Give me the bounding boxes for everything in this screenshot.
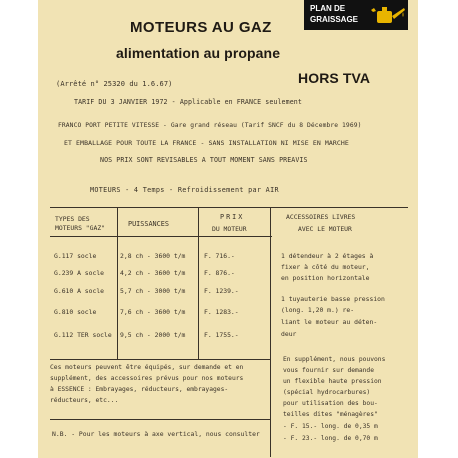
- hors-tva-label: HORS TVA: [298, 70, 371, 86]
- supplement-line: En supplément, nous pouvons: [283, 356, 386, 363]
- column-divider-3: [270, 207, 271, 457]
- table-row-price: F. 876.-: [204, 269, 235, 277]
- header-types-line-1: TYPES DES: [55, 215, 90, 223]
- note-divider-rule: [50, 419, 270, 420]
- header-avec-le-moteur: AVEC LE MOTEUR: [298, 225, 352, 233]
- header-du-moteur: DU MOTEUR: [212, 225, 247, 233]
- title: MOTEURS AU GAZ: [130, 19, 272, 36]
- table-row-type: G.810 socle: [54, 308, 97, 316]
- supplement-line: teilles dites "ménagères": [283, 411, 378, 418]
- arrete-reference: (Arrêté n° 25320 du 1.6.67): [56, 80, 173, 88]
- table-row-price: F. 716.-: [204, 252, 235, 260]
- notice-line-3: ET EMBALLAGE POUR TOUTE LA FRANCE - SANS INSTALLATION NI MISE EN MARCHE: [64, 139, 349, 147]
- column-divider-2: [198, 207, 199, 359]
- accessory-line: fixer à côté du moteur,: [281, 263, 370, 271]
- notice-line-2: FRANCO PORT PETITE VITESSE - Gare grand réseau (Tarif SNCF du 8 Décembre 1969): [58, 122, 362, 129]
- table-row-price: F. 1283.-: [204, 308, 239, 316]
- table-row-price: F. 1239.-: [204, 287, 239, 295]
- header-types-line-2: MOTEURS "GAZ": [55, 224, 106, 232]
- supplement-line: - F. 15.- long. de 0,35 m: [283, 423, 378, 430]
- table-header-rule: [50, 236, 272, 237]
- table-row-power: 5,7 ch - 3000 t/m: [120, 287, 186, 295]
- header-puissances: PUISSANCES: [128, 220, 169, 228]
- table-row-price: F. 1755.-: [204, 331, 239, 339]
- table-top-rule: [50, 207, 408, 208]
- note-line: réducteurs, etc...: [50, 397, 119, 404]
- column-divider-1: [117, 207, 118, 359]
- badge-line-1: PLAN DE: [310, 4, 346, 13]
- notice-line-4: NOS PRIX SONT REVISABLES A TOUT MOMENT SANS PREAVIS: [100, 156, 308, 164]
- accessory-line: en position horizontale: [281, 274, 370, 282]
- supplement-line: vous fournir sur demande: [283, 367, 374, 374]
- header-prix: PRIX: [220, 213, 245, 221]
- motors-line: MOTEURS - 4 Temps - Refroidissement par AIR: [90, 186, 279, 194]
- accessory-line: 1 détendeur à 2 étages à: [281, 252, 374, 260]
- table-row-power: 2,8 ch - 3600 t/m: [120, 252, 186, 260]
- note-line: à ESSENCE : Embrayages, réducteurs, embrayages-: [50, 386, 229, 393]
- notice-line-1: TARIF DU 3 JANVIER 1972 - Applicable en FRANCE seulement: [74, 98, 302, 106]
- oil-can-icon: [370, 3, 406, 27]
- accessory-line: liant le moteur au déten-: [281, 318, 378, 326]
- table-row-type: G.610 A socle: [54, 287, 105, 295]
- table-row-type: G.117 socle: [54, 252, 97, 260]
- note-line: Ces moteurs peuvent être équipés, sur demande et en: [50, 364, 244, 371]
- table-row-power: 4,2 ch - 3600 t/m: [120, 269, 186, 277]
- table-row-type: G.239 A socle: [54, 269, 105, 277]
- supplement-line: un flexible haute pression: [283, 378, 382, 385]
- subtitle: alimentation au propane: [116, 45, 281, 61]
- table-row-power: 9,5 ch - 2000 t/m: [120, 331, 186, 339]
- accessory-line: (long. 1,20 m.) re-: [281, 306, 355, 314]
- plan-de-graissage-badge[interactable]: [304, 0, 408, 30]
- header-accessoires: ACCESSOIRES LIVRES: [286, 213, 356, 221]
- badge-line-2: GRAISSAGE: [310, 15, 359, 24]
- table-row-power: 7,6 ch - 3600 t/m: [120, 308, 186, 316]
- supplement-line: - F. 23.- long. de 0,70 m: [283, 435, 378, 442]
- supplement-line: pour utilisation des bou-: [283, 400, 378, 407]
- nb-note: N.B. - Pour les moteurs à axe vertical, nous consulter: [52, 430, 260, 438]
- table-bottom-rule: [50, 359, 270, 360]
- table-row-type: G.112 TER socle: [54, 331, 112, 339]
- supplement-line: (spécial hydrocarbures): [283, 389, 371, 396]
- accessory-line: deur: [281, 330, 297, 338]
- accessory-line: 1 tuyauterie basse pression: [281, 295, 385, 303]
- note-line: supplément, des accessoires prévus pour nos moteurs: [50, 375, 244, 382]
